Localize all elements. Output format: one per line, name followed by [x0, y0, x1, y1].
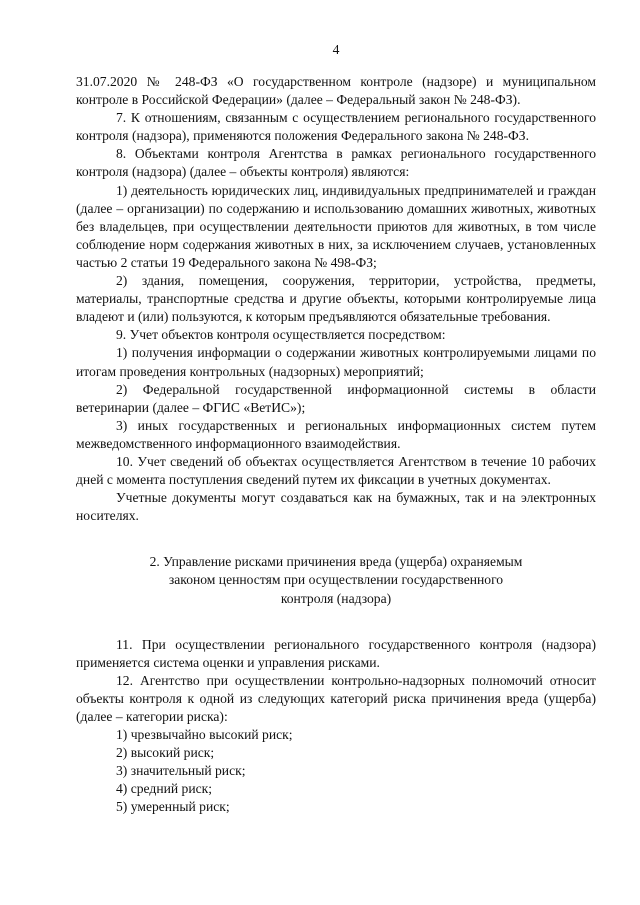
- risk-category-item: 4) средний риск;: [116, 781, 213, 797]
- paragraph-8-item-1: 1) деятельность юридических лиц, индивидуальных предпринимателей и граждан (далее – организации) по содержанию и использованию домашних животных, животных без владельцев, при осуществлении деятельности приютов для животных, в том числе соблюдение норм содержания животных в них, за исключением случаев, установленных частью 2 статьи 19 Федерального закона № 498-ФЗ;: [76, 182, 596, 270]
- paragraph-9-item-2: 2) Федеральной государственной информационной системы в области ветеринарии (далее – ФГИС «ВетИС»);: [76, 381, 596, 415]
- risk-category-item: 3) значительный риск;: [116, 763, 246, 779]
- section-heading-line-2: законом ценностям при осуществлении государственного: [168, 572, 504, 588]
- section-heading: [76, 553, 596, 607]
- risk-category-item: 1) чрезвычайно высокий риск;: [116, 727, 293, 743]
- paragraph-10: 10. Учет сведений об объектах осуществляется Агентством в течение 10 рабочих дней с момента поступления сведений путем их фиксации в учетных документах.: [76, 453, 596, 488]
- section-heading-line-1: 2. Управление рисками причинения вреда (ущерба) охраняемым: [149, 554, 523, 570]
- paragraph-12: 12. Агентство при осуществлении контрольно-надзорных полномочий относит объекты контроля к одной из следующих категорий риска причинения вреда (ущерба) (далее – категории риска):: [76, 672, 596, 724]
- paragraph-9: 9. Учет объектов контроля осуществляется посредством:: [116, 327, 446, 343]
- section-heading-line-3: контроля (надзора): [280, 590, 392, 606]
- paragraph-11: 11. При осуществлении регионального государственного контроля (надзора) применяется система оценки и управления рисками.: [76, 636, 596, 670]
- paragraph-8: 8. Объектами контроля Агентства в рамках регионального государственного контроля (надзора) (далее – объекты контроля) являются:: [76, 146, 596, 180]
- paragraph-law-reference: 31.07.2020 № 248-ФЗ «О государственном контроле (надзоре) и муниципальном контроле в Российской Федерации» (далее – Федеральный закон № 248-ФЗ).: [76, 74, 596, 108]
- risk-category-item: 5) умеренный риск;: [116, 799, 230, 815]
- page-number: 4: [332, 42, 340, 57]
- paragraph-8-item-2: 2) здания, помещения, сооружения, территории, устройства, предметы, материалы, транспортные средства и другие объекты, которыми контролируемые лица владеют и (или) пользуются, к которым предъявляются обязательные требования.: [76, 273, 596, 325]
- risk-category-item: 2) высокий риск;: [116, 745, 215, 761]
- paragraph-9-item-1: 1) получения информации о содержании животных контролируемыми лицами по итогам проведения контрольных (надзорных) мероприятий;: [76, 345, 596, 379]
- paragraph-10-note: Учетные документы могут создаваться как на бумажных, так и на электронных носителях.: [76, 490, 596, 524]
- paragraph-9-item-3: 3) иных государственных и региональных информационных систем путем межведомственного информационного взаимодействия.: [76, 417, 596, 451]
- paragraph-7: 7. К отношениям, связанным с осуществлением регионального государственного контроля (надзора), применяются положения Федерального закона № 248-ФЗ.: [76, 110, 596, 144]
- document-body: [76, 73, 596, 817]
